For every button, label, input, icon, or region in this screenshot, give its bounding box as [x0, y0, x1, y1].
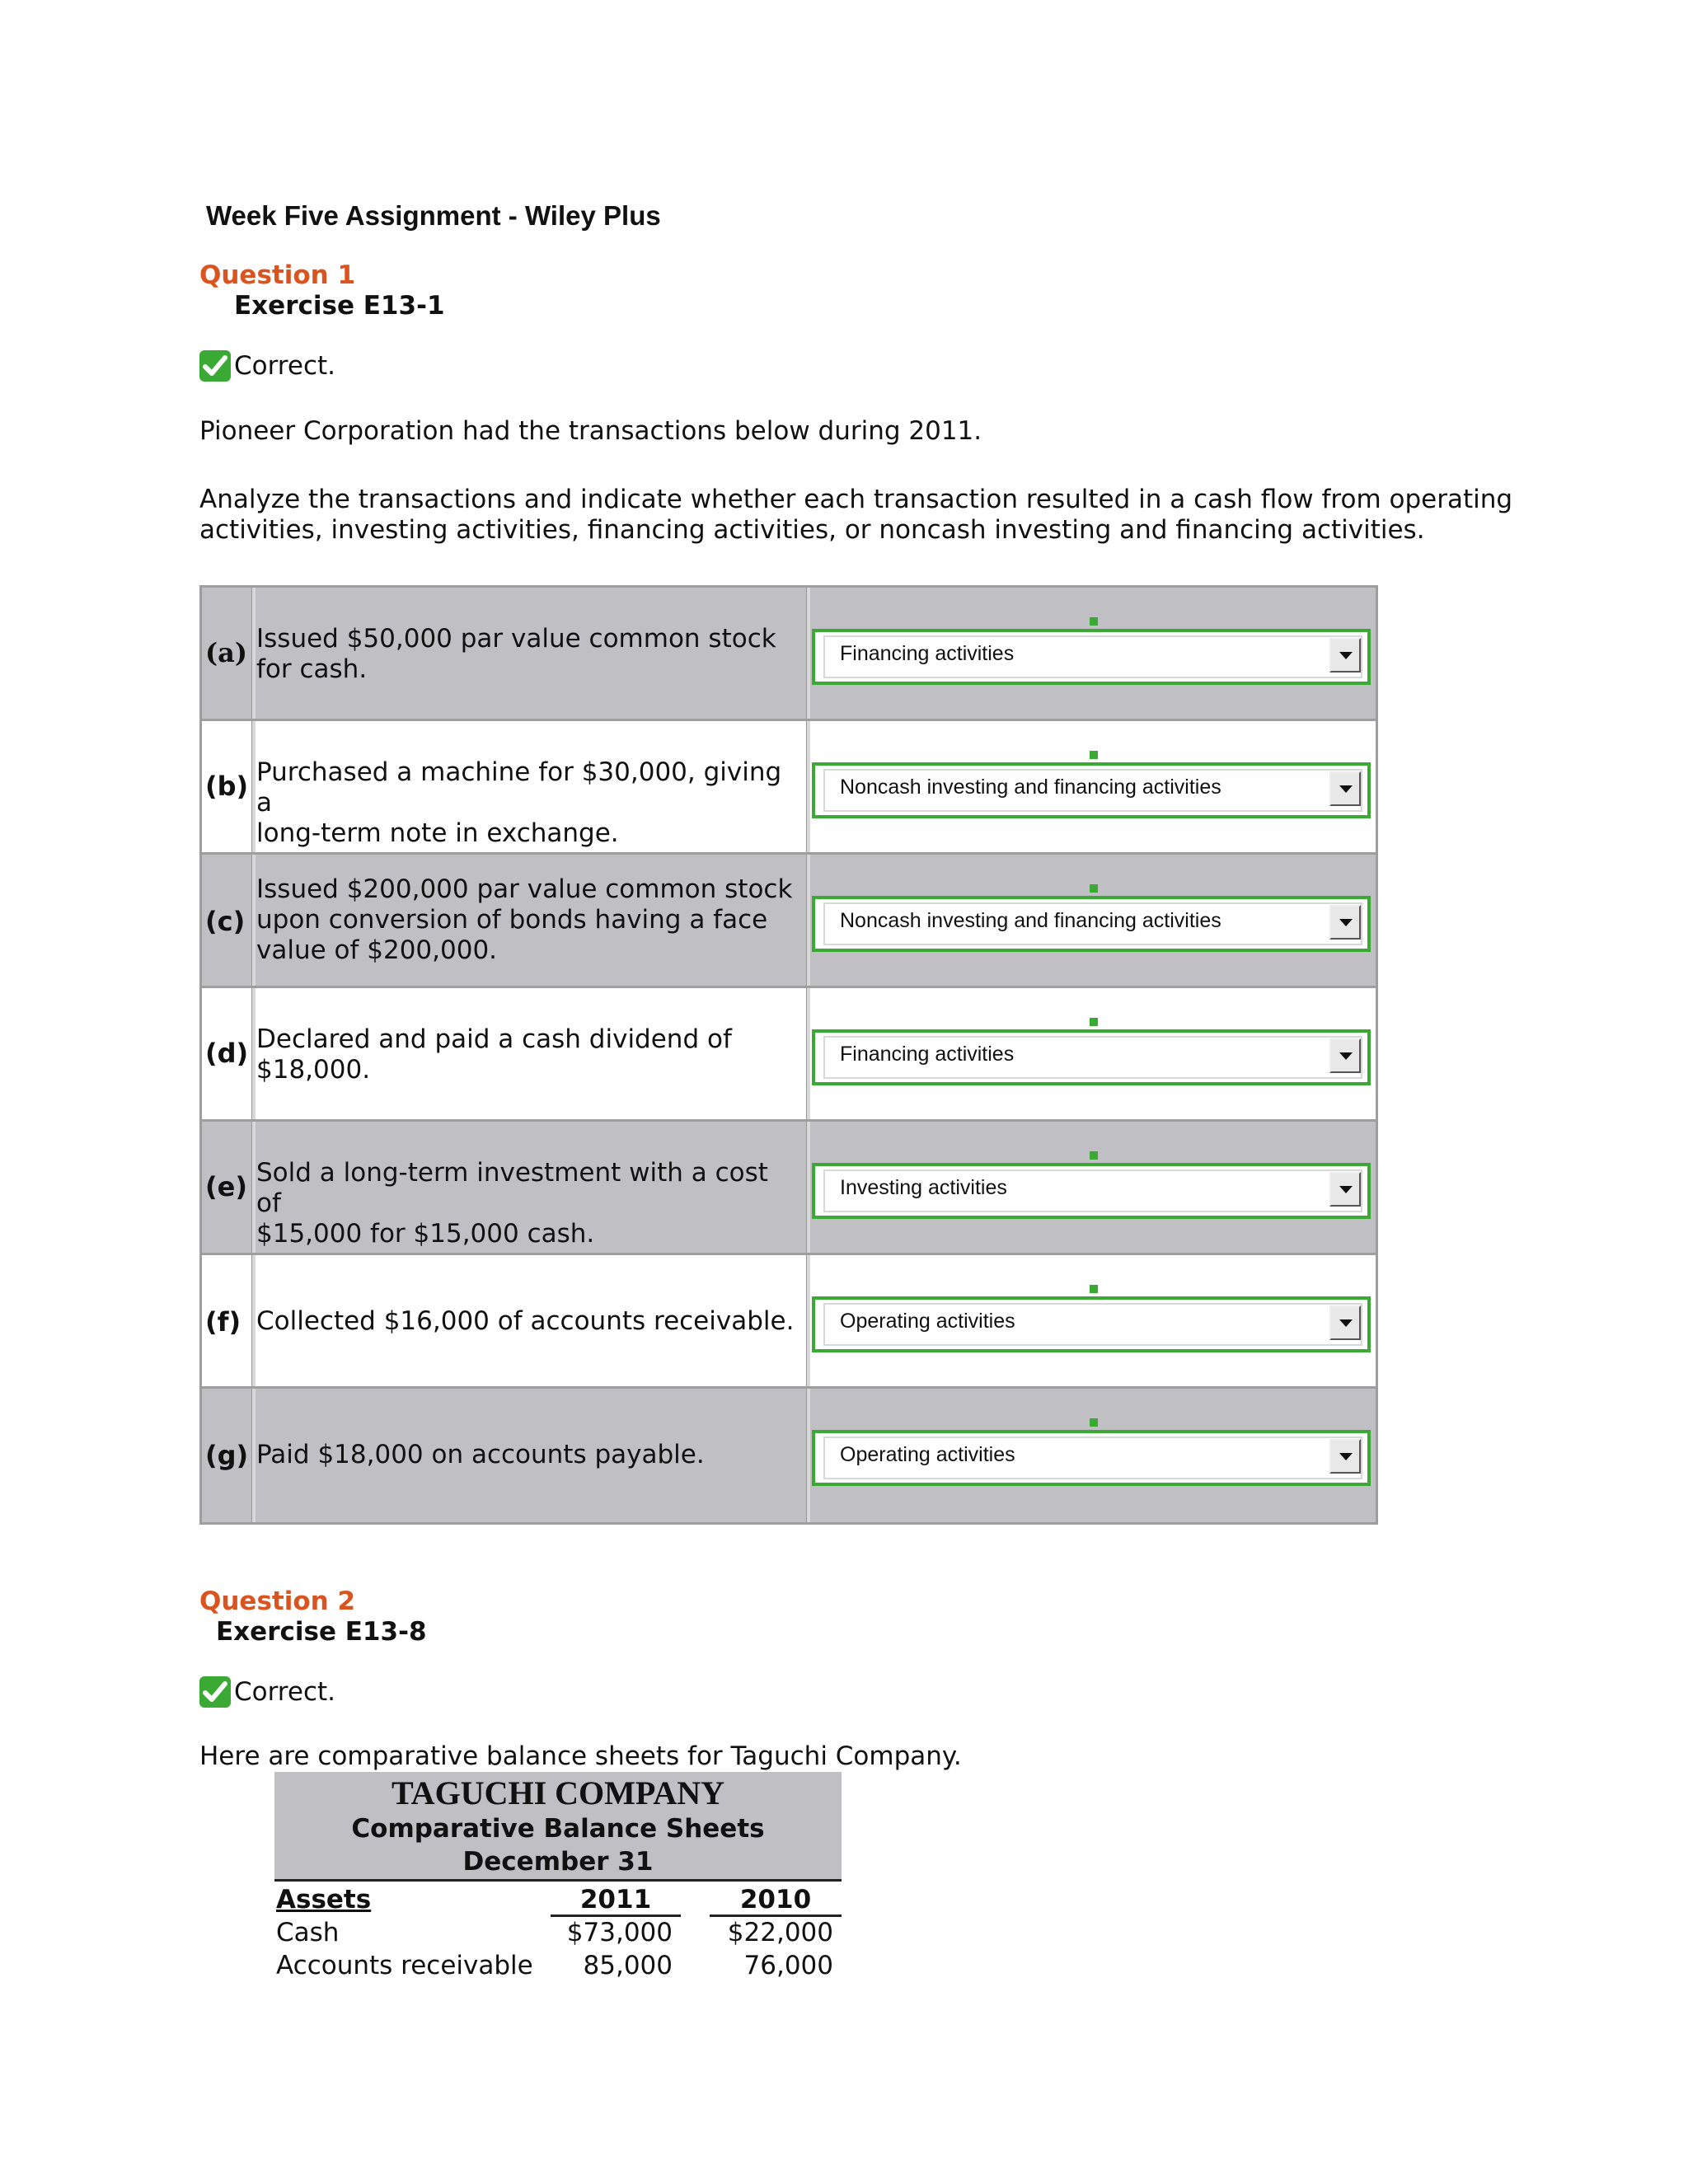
marker-dot — [1090, 884, 1098, 893]
chevron-down-icon[interactable] — [1329, 1305, 1361, 1340]
question-2-label: Question 2 — [199, 1586, 356, 1616]
check-icon — [199, 350, 231, 382]
row-letter: (a) — [205, 637, 248, 668]
chevron-down-icon[interactable] — [1329, 1439, 1361, 1474]
table-row — [202, 988, 1376, 1122]
selected-value: Investing activities — [840, 1176, 1007, 1199]
row-letter: (c) — [205, 906, 246, 937]
table-row — [202, 1389, 1376, 1522]
row-letter: (d) — [205, 1038, 249, 1069]
selected-value: Noncash investing and financing activities — [840, 909, 1221, 932]
marker-dot — [1090, 1285, 1098, 1293]
value-2011: $73,000 — [566, 1918, 673, 1947]
table-row — [202, 1122, 1376, 1255]
chevron-down-icon[interactable] — [1329, 1172, 1361, 1207]
marker-dot — [1090, 1418, 1098, 1427]
q1-instructions-line-2: activities, investing activities, financing activities, or noncash investing and financing activities. — [199, 515, 1425, 545]
answer-select-a[interactable] — [812, 629, 1371, 685]
marker-dot — [1090, 751, 1098, 759]
value-2010: 76,000 — [743, 1951, 833, 1980]
year-header: 2010 — [710, 1885, 842, 1917]
row-description: Declared and paid a cash dividend of $18,000. — [256, 1024, 732, 1085]
section-label: Assets — [276, 1885, 372, 1915]
q1-intro: Pioneer Corporation had the transactions below during 2011. — [199, 416, 982, 446]
q2-status — [199, 1676, 335, 1708]
statement-date: December 31 — [462, 1847, 654, 1877]
row-description: Purchased a machine for $30,000, giving a long-term note in exchange. — [256, 757, 782, 848]
balance-sheet — [274, 1772, 842, 1984]
chevron-down-icon[interactable] — [1329, 638, 1361, 673]
answer-select-g[interactable] — [812, 1430, 1371, 1486]
transactions-table — [199, 585, 1378, 1525]
table-row — [202, 855, 1376, 988]
q1-status — [199, 350, 335, 382]
row-description: Issued $200,000 par value common stock upon conversion of bonds having a face value of $200,000. — [256, 874, 793, 965]
answer-select-f[interactable] — [812, 1296, 1371, 1352]
value-2011: 85,000 — [583, 1951, 673, 1980]
row-description: Collected $16,000 of accounts receivable. — [256, 1306, 795, 1336]
statement-title: Comparative Balance Sheets — [351, 1814, 765, 1844]
marker-dot — [1090, 617, 1098, 626]
row-label: Cash — [276, 1918, 340, 1947]
exercise-2-title: Exercise E13-8 — [216, 1617, 427, 1647]
selected-value: Operating activities — [840, 1443, 1015, 1466]
exercise-1-title: Exercise E13-1 — [234, 291, 445, 321]
table-row — [274, 1918, 842, 1951]
balance-sheet-header — [274, 1772, 842, 1882]
table-row — [202, 1255, 1376, 1389]
q1-instructions-line-1: Analyze the transactions and indicate whether each transaction resulted in a cash flow from operating — [199, 485, 1513, 514]
q2-status-text: Correct. — [234, 1677, 336, 1707]
chevron-down-icon[interactable] — [1329, 1038, 1361, 1073]
row-description: Paid $18,000 on accounts payable. — [256, 1440, 705, 1469]
document-title: Week Five Assignment - Wiley Plus — [206, 200, 661, 231]
company-name: TAGUCHI COMPANY — [391, 1774, 725, 1811]
chevron-down-icon[interactable] — [1329, 905, 1361, 940]
row-label: Accounts receivable — [276, 1951, 533, 1980]
year-header: 2011 — [551, 1885, 681, 1917]
q2-intro: Here are comparative balance sheets for Taguchi Company. — [199, 1741, 962, 1771]
q1-status-text: Correct. — [234, 351, 336, 381]
selected-value: Operating activities — [840, 1310, 1015, 1333]
answer-select-c[interactable] — [812, 896, 1371, 952]
answer-select-d[interactable] — [812, 1029, 1371, 1085]
row-letter: (f) — [205, 1306, 241, 1338]
row-description: Sold a long-term investment with a cost of $15,000 for $15,000 cash. — [256, 1158, 768, 1249]
answer-select-e[interactable] — [812, 1163, 1371, 1219]
marker-dot — [1090, 1018, 1098, 1026]
table-row — [202, 588, 1376, 721]
chevron-down-icon[interactable] — [1329, 771, 1361, 806]
row-letter: (b) — [205, 771, 249, 802]
column-header-row — [274, 1885, 842, 1918]
row-description: Issued $50,000 par value common stock for cash. — [256, 624, 776, 684]
selected-value: Financing activities — [840, 1043, 1015, 1066]
answer-select-b[interactable] — [812, 762, 1371, 818]
marker-dot — [1090, 1151, 1098, 1160]
selected-value: Financing activities — [840, 642, 1015, 665]
row-letter: (e) — [205, 1171, 247, 1202]
selected-value: Noncash investing and financing activities — [840, 776, 1221, 799]
question-1-label: Question 1 — [199, 260, 356, 290]
value-2010: $22,000 — [727, 1918, 833, 1947]
table-row — [274, 1951, 842, 1984]
table-row — [202, 721, 1376, 855]
row-letter: (g) — [205, 1440, 249, 1471]
check-icon — [199, 1676, 231, 1708]
